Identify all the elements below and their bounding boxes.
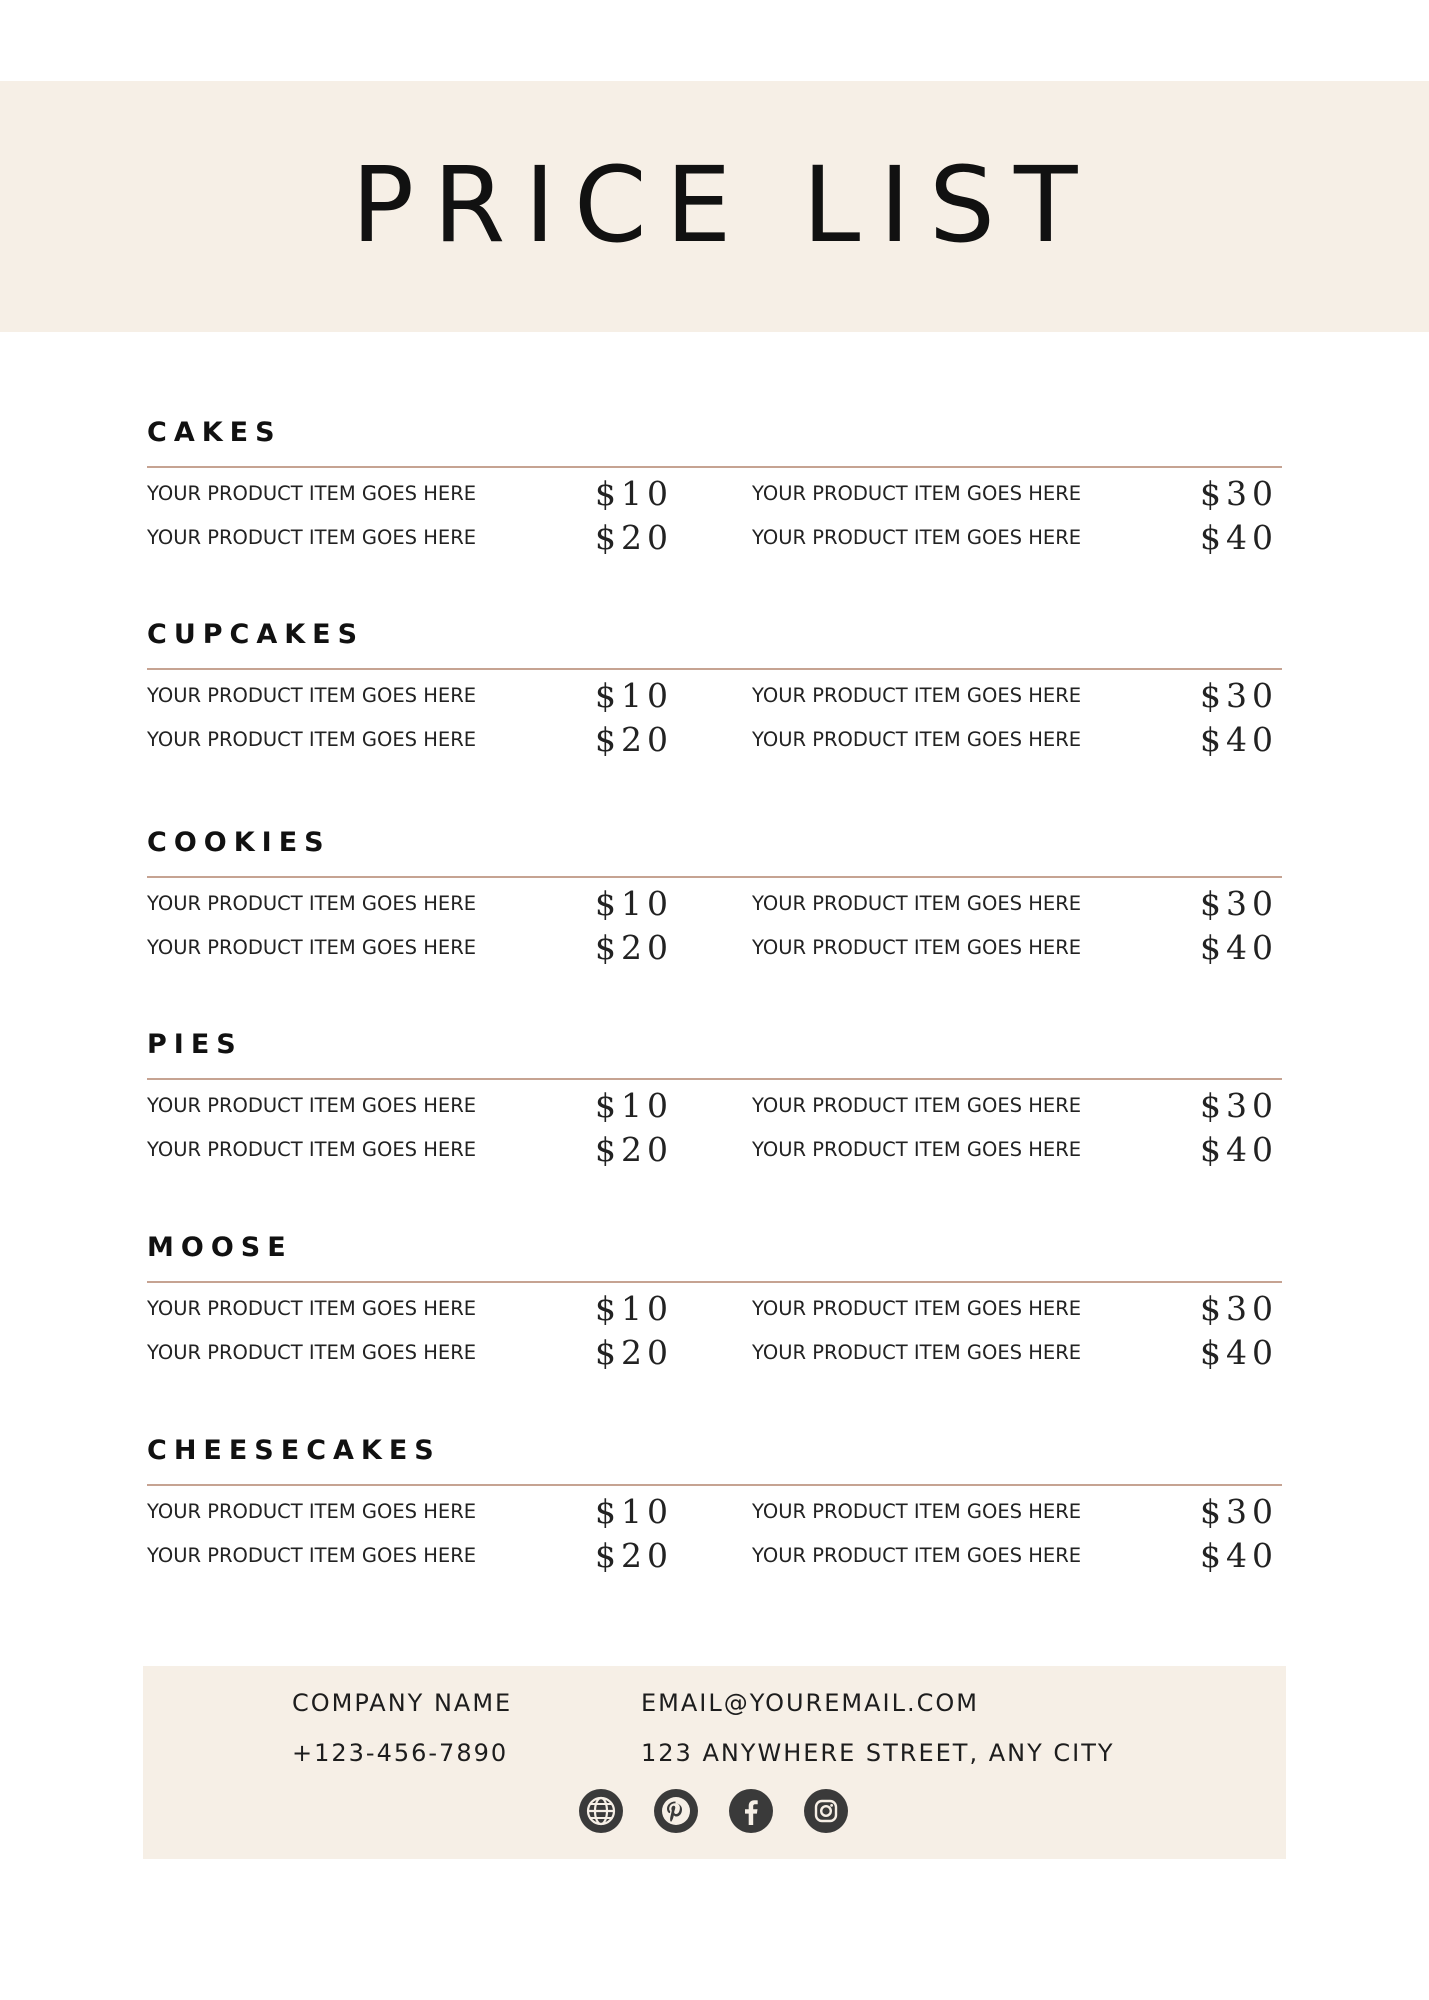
item-price: $10 — [595, 1289, 673, 1328]
section-cupcakes — [147, 619, 1282, 759]
list-item — [752, 1536, 1282, 1576]
item-price: $20 — [595, 928, 673, 967]
item-name: YOUR PRODUCT ITEM GOES HERE — [147, 1138, 477, 1161]
item-price: $30 — [1200, 1289, 1278, 1328]
section-heading: CHEESECAKES — [147, 1435, 441, 1466]
section-cakes — [147, 417, 1282, 557]
item-price: $40 — [1200, 1130, 1278, 1169]
section-moose — [147, 1232, 1282, 1372]
item-price: $10 — [595, 1492, 673, 1531]
list-item — [147, 1086, 687, 1126]
item-name: YOUR PRODUCT ITEM GOES HERE — [147, 684, 477, 707]
section-cookies — [147, 827, 1282, 967]
section-divider — [147, 1484, 1282, 1486]
item-name: YOUR PRODUCT ITEM GOES HERE — [147, 1297, 477, 1320]
item-price: $10 — [595, 1086, 673, 1125]
item-name: YOUR PRODUCT ITEM GOES HERE — [147, 526, 477, 549]
page-title: PRICE LIST — [351, 144, 1097, 266]
list-item — [752, 676, 1282, 716]
section-heading: CAKES — [147, 417, 282, 448]
list-item — [752, 720, 1282, 760]
list-item — [752, 1333, 1282, 1373]
section-pies — [147, 1029, 1282, 1169]
pinterest-icon[interactable] — [653, 1788, 699, 1834]
company-name: COMPANY NAME — [292, 1689, 513, 1717]
list-item — [147, 518, 687, 558]
social-icons — [578, 1788, 852, 1836]
globe-icon[interactable] — [578, 1788, 624, 1834]
item-name: YOUR PRODUCT ITEM GOES HERE — [752, 526, 1082, 549]
item-price: $20 — [595, 720, 673, 759]
item-name: YOUR PRODUCT ITEM GOES HERE — [147, 892, 477, 915]
item-name: YOUR PRODUCT ITEM GOES HERE — [147, 1544, 477, 1567]
item-name: YOUR PRODUCT ITEM GOES HERE — [147, 1341, 477, 1364]
list-item — [147, 720, 687, 760]
item-price: $30 — [1200, 884, 1278, 923]
item-name: YOUR PRODUCT ITEM GOES HERE — [752, 936, 1082, 959]
item-name: YOUR PRODUCT ITEM GOES HERE — [147, 482, 477, 505]
list-item — [147, 474, 687, 514]
section-heading: MOOSE — [147, 1232, 293, 1263]
list-item — [147, 1289, 687, 1329]
section-heading: COOKIES — [147, 827, 331, 858]
item-price: $40 — [1200, 1536, 1278, 1575]
item-name: YOUR PRODUCT ITEM GOES HERE — [752, 1544, 1082, 1567]
item-price: $20 — [595, 1333, 673, 1372]
section-divider — [147, 1281, 1282, 1283]
item-name: YOUR PRODUCT ITEM GOES HERE — [147, 728, 477, 751]
item-name: YOUR PRODUCT ITEM GOES HERE — [752, 684, 1082, 707]
item-name: YOUR PRODUCT ITEM GOES HERE — [752, 1138, 1082, 1161]
list-item — [147, 884, 687, 924]
item-name: YOUR PRODUCT ITEM GOES HERE — [147, 1094, 477, 1117]
section-divider — [147, 668, 1282, 670]
list-item — [752, 928, 1282, 968]
item-price: $40 — [1200, 518, 1278, 557]
item-price: $40 — [1200, 928, 1278, 967]
item-price: $30 — [1200, 1086, 1278, 1125]
item-name: YOUR PRODUCT ITEM GOES HERE — [752, 482, 1082, 505]
list-item — [752, 1086, 1282, 1126]
contact-footer — [143, 1666, 1286, 1859]
item-name: YOUR PRODUCT ITEM GOES HERE — [752, 1297, 1082, 1320]
item-price: $10 — [595, 884, 673, 923]
street-address: 123 ANYWHERE STREET, ANY CITY — [641, 1739, 1115, 1767]
section-heading: PIES — [147, 1029, 243, 1060]
list-item — [147, 1536, 687, 1576]
instagram-icon[interactable] — [803, 1788, 849, 1834]
list-item — [147, 1492, 687, 1532]
section-heading: CUPCAKES — [147, 619, 365, 650]
item-name: YOUR PRODUCT ITEM GOES HERE — [147, 1500, 477, 1523]
item-price: $40 — [1200, 1333, 1278, 1372]
list-item — [752, 474, 1282, 514]
item-price: $20 — [595, 1130, 673, 1169]
item-name: YOUR PRODUCT ITEM GOES HERE — [752, 1500, 1082, 1523]
list-item — [752, 884, 1282, 924]
list-item — [752, 1492, 1282, 1532]
item-price: $20 — [595, 1536, 673, 1575]
list-item — [752, 518, 1282, 558]
list-item — [147, 928, 687, 968]
item-price: $30 — [1200, 676, 1278, 715]
list-item — [147, 1130, 687, 1170]
list-item — [752, 1289, 1282, 1329]
item-price: $30 — [1200, 1492, 1278, 1531]
item-price: $40 — [1200, 720, 1278, 759]
section-divider — [147, 1078, 1282, 1080]
item-price: $20 — [595, 518, 673, 557]
item-name: YOUR PRODUCT ITEM GOES HERE — [147, 936, 477, 959]
section-divider — [147, 466, 1282, 468]
list-item — [147, 1333, 687, 1373]
phone-number[interactable]: +123-456-7890 — [292, 1739, 509, 1767]
item-name: YOUR PRODUCT ITEM GOES HERE — [752, 728, 1082, 751]
item-name: YOUR PRODUCT ITEM GOES HERE — [752, 1094, 1082, 1117]
facebook-icon[interactable] — [728, 1788, 774, 1834]
item-price: $30 — [1200, 474, 1278, 513]
item-name: YOUR PRODUCT ITEM GOES HERE — [752, 1341, 1082, 1364]
email-address[interactable]: EMAIL@YOUREMAIL.COM — [641, 1689, 979, 1717]
item-price: $10 — [595, 676, 673, 715]
section-cheesecakes — [147, 1435, 1282, 1575]
list-item — [147, 676, 687, 716]
section-divider — [147, 876, 1282, 878]
item-price: $10 — [595, 474, 673, 513]
item-name: YOUR PRODUCT ITEM GOES HERE — [752, 892, 1082, 915]
list-item — [752, 1130, 1282, 1170]
